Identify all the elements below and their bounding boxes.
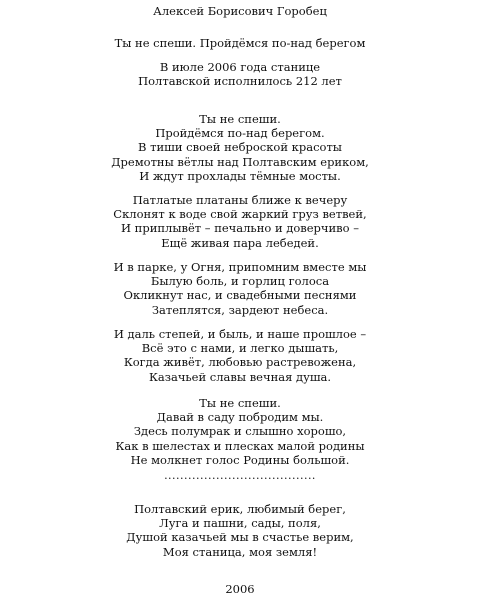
verse-line: Пройдёмся по-над берегом. (155, 126, 325, 141)
verse-line: Затеплятся, зардеют небеса. (151, 302, 329, 317)
verse-line: И даль степей, и быль, и наше прошлое – (113, 327, 367, 341)
stanza-1 (0, 112, 480, 183)
verse-line: Ты не спеши. (199, 396, 281, 410)
verse-line: Не молкнет голос Родины большой. (130, 452, 350, 467)
verse-line: Как в шелестах и плесках малой родины (115, 438, 365, 453)
verse-line: Ты не спеши. (199, 112, 281, 126)
section-separator: ...................................... (164, 469, 316, 482)
stanza-4 (0, 327, 480, 384)
verse-line: И ждут прохлады тёмные мосты. (139, 168, 341, 183)
verse-line: Патлатые платаны ближе к вечеру (132, 193, 348, 207)
verse-line: Луга и пашни, сады, поля, (159, 516, 321, 531)
verse-line: И приплывёт – печально и доверчиво – (121, 221, 359, 236)
verse-line: Былую боль, и горлиц голоса (150, 274, 330, 289)
stanza-5 (0, 396, 480, 467)
verse-line: Всё это с нами, и легко дышать, (141, 341, 339, 356)
refrain (0, 502, 480, 559)
verse-line: Здесь полумрак и слышно хорошо, (133, 424, 347, 439)
verse-line: Ещё живая пара лебедей. (161, 235, 319, 250)
verse-line: И в парке, у Огня, припомним вместе мы (113, 260, 367, 274)
verse-line: Дремотны вётлы над Полтавским ериком, (111, 154, 369, 169)
verse-line: Окликнут нас, и свадебными песнями (123, 288, 357, 303)
verse-line: Когда живёт, любовью растревожена, (123, 355, 357, 370)
verse-line: В тиши своей неброской красоты (138, 140, 342, 155)
stanza-2 (0, 193, 480, 250)
verse-line: Моя станица, моя земля! (162, 544, 318, 559)
stanza-3 (0, 260, 480, 317)
verse-line: Казачьей славы вечная душа. (148, 369, 332, 384)
poem-title: Ты не спеши. Пройдёмся по-над берегом (114, 36, 366, 50)
verse-line: Давай в саду побродим мы. (156, 410, 324, 425)
verse-line: Душой казачьей мы в счастье верим, (126, 530, 354, 545)
verse-line: Полтавский ерик, любимый берег, (134, 502, 346, 516)
dedication-line: В июле 2006 года станице (159, 60, 321, 74)
dedication-line: Полтавской исполнилось 212 лет (138, 74, 342, 88)
year: 2006 (225, 582, 255, 596)
author-name: Алексей Борисович Горобец (153, 4, 327, 18)
verse-line: Склонят к воде свой жаркий груз ветвей, (113, 207, 367, 222)
